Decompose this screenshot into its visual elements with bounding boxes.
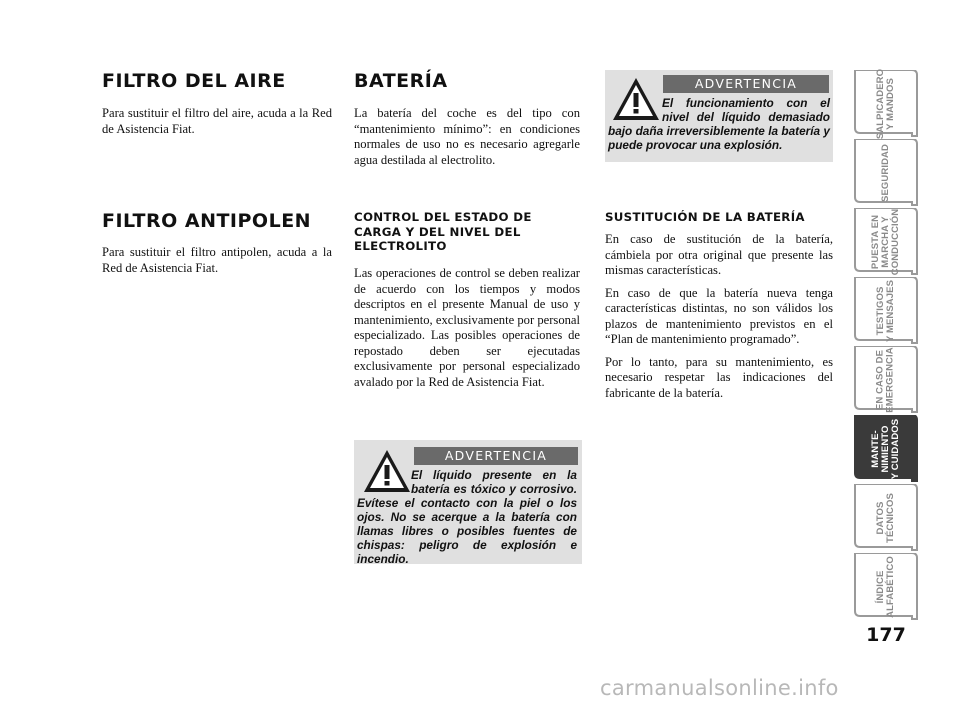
filtro-antipolen-paragraph: Para sustituir el filtro antipolen, acuda a la Red de Asistencia Fiat. — [102, 245, 332, 275]
tab-label: TESTIGOS Y MENSAJES — [874, 279, 896, 343]
tab-label: SEGURIDAD — [880, 144, 891, 202]
icon-float-spacer — [608, 96, 662, 124]
tab-testigos[interactable] — [854, 277, 918, 345]
warning-text-content: El líquido presente en la batería es tóxico y corrosivo. Evítese el contacto con la piel o los ojos. No se acerque a la batería con llamas libres o posibles fuentes de chispas: peligro de explosión e incendio. — [357, 468, 577, 566]
tab-indice[interactable] — [854, 553, 918, 621]
filtro-antipolen-text — [102, 245, 332, 283]
filtro-aire-text — [102, 106, 332, 144]
tab-label: SALPICADERO Y MANDOS — [875, 68, 896, 140]
filtro-aire-title: FILTRO DEL AIRE — [102, 70, 286, 92]
bateria-warning-box — [354, 440, 582, 564]
icon-float-spacer — [357, 468, 411, 496]
tab-datos-tecnicos[interactable] — [854, 484, 918, 552]
sustitucion-paragraph-3: Por lo tanto, para su mantenimiento, es necesario respetar las indicaciones del fabricante de la batería. — [605, 354, 833, 400]
warning-text — [608, 96, 830, 152]
tab-label: EN CASO DE EMERGENCIA — [875, 347, 896, 413]
tab-emergencia[interactable] — [854, 346, 918, 414]
tab-mantenimiento[interactable] — [854, 415, 918, 483]
bateria-title: BATERÍA — [354, 70, 448, 92]
tab-label: ÍNDICE ALFABÉTICO — [874, 556, 896, 618]
filtro-antipolen-title: FILTRO ANTIPOLEN — [102, 210, 312, 232]
warning-text-content: El funcionamiento con el nivel del líquido demasiado bajo daña irreversiblemente la batería y puede provocar una explosión. — [608, 96, 830, 152]
sustitucion-paragraph-1: En caso de sustitución de la batería, cámbiela por otra original que presente las mismas características. — [605, 232, 833, 277]
tab-label: PUESTA EN MARCHA Y CONDUCCIÓN — [870, 208, 902, 276]
bateria-paragraph: La batería del coche es del tipo con “mantenimiento mínimo”: en condiciones normales de uso no es necesario agregarle agua destilada al electrolito. — [354, 106, 580, 167]
filtro-aire-paragraph: Para sustituir el filtro del aire, acuda a la Red de Asistencia Fiat. — [102, 106, 332, 136]
watermark: carmanualsonline.info — [600, 676, 839, 700]
bateria-text — [354, 106, 580, 175]
warning-label: ADVERTENCIA — [414, 447, 578, 465]
sustitucion-text — [605, 232, 833, 408]
control-text — [354, 266, 580, 397]
control-title: CONTROL DEL ESTADO DE CARGA Y DEL NIVEL DEL ELECTROLITO — [354, 210, 532, 253]
tab-salpicadero[interactable] — [854, 70, 918, 138]
nivel-warning-box — [605, 70, 833, 162]
warning-text — [357, 468, 577, 566]
tab-label: DATOS TÉCNICOS — [874, 493, 896, 543]
page-number: 177 — [866, 624, 906, 646]
warning-label: ADVERTENCIA — [663, 75, 829, 93]
sustitucion-title: SUSTITUCIÓN DE LA BATERÍA — [605, 210, 805, 224]
tab-seguridad[interactable] — [854, 139, 918, 207]
tab-puesta-en-marcha[interactable] — [854, 208, 918, 276]
tab-label: MANTE- NIMIENTO Y CUIDADOS — [869, 418, 901, 480]
sustitucion-paragraph-2: En caso de que la batería nueva tenga características distintas, no son válidos los plazos de mantenimiento previstos en el “Plan de mantenimiento programado”. — [605, 285, 833, 346]
control-paragraph: Las operaciones de control se deben realizar de acuerdo con los tiempos y modos descriptos en el presente Manual de uso y mantenimiento, exclusivamente por personal especializado. Las posibles operaciones de repostado deben ser ejecutadas exclusivamente por personal especializado avalado por la Red de Asistencia Fiat. — [354, 266, 580, 389]
